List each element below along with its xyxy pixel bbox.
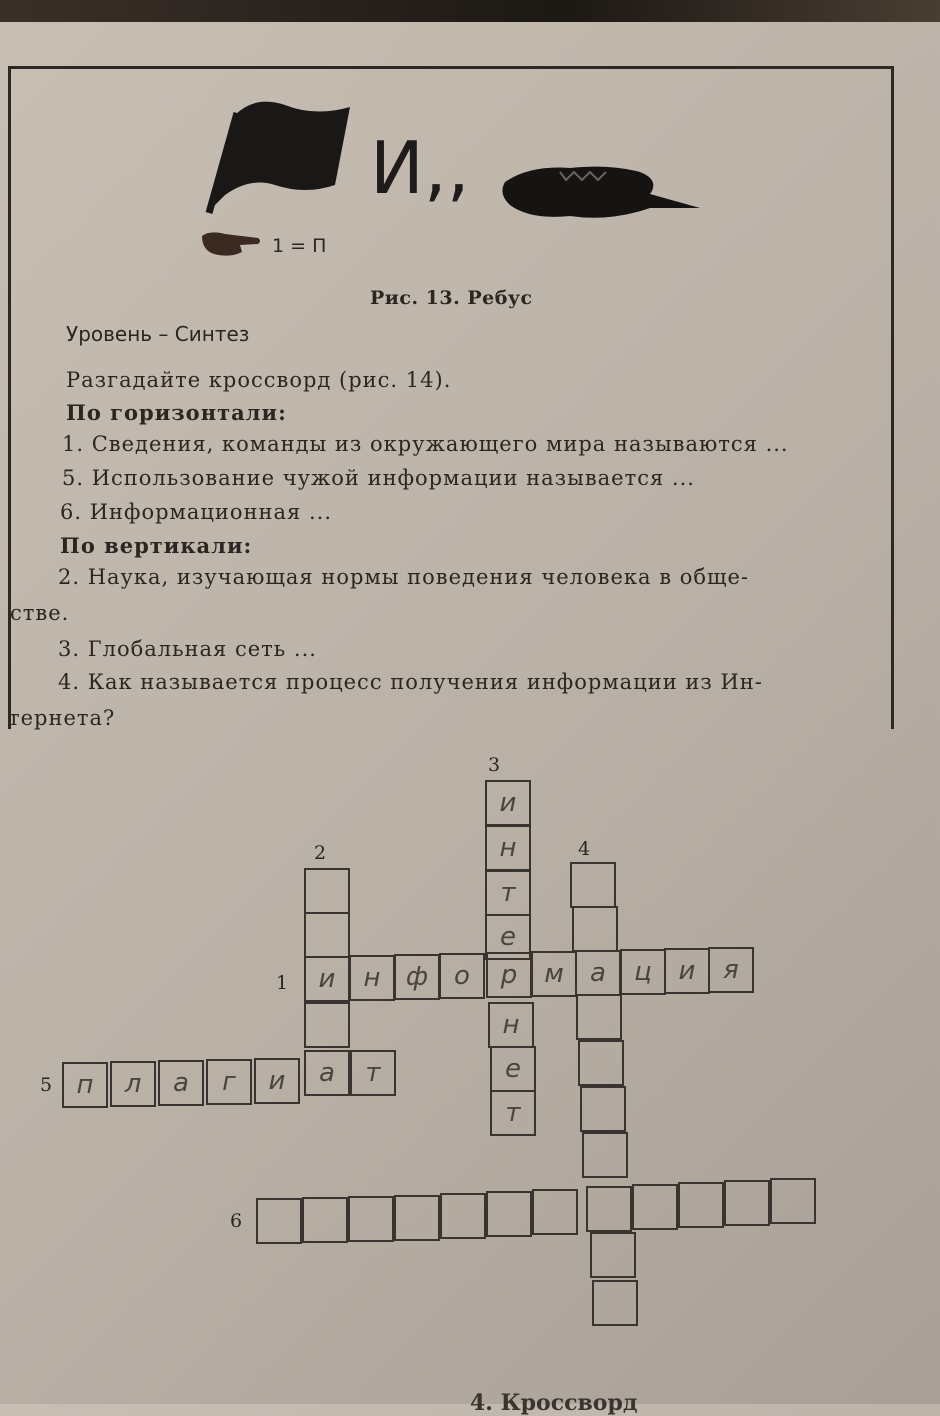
down-clue-3: 3. Глобальная сеть ... [58,637,317,661]
crossword-cell-w5-4[interactable]: г [206,1059,252,1105]
task-intro: Разгадайте кроссворд (рис. 14). [66,368,452,392]
crossword-cell-w1-5[interactable]: р [486,952,532,998]
crossword-number-3: 3 [488,754,501,776]
crossword-cell-w4-4[interactable] [576,994,622,1040]
across-heading: По горизонтали: [66,400,287,425]
crossword-cell-w5-5[interactable]: и [254,1058,300,1104]
crossword-cell-w5-1[interactable]: п [62,1062,108,1108]
across-clue-1: 1. Сведения, команды из окружающего мира называются ... [62,432,789,456]
crossword-cell-w3-8[interactable]: т [490,1090,536,1136]
flag-icon [205,95,355,215]
down-heading: По вертикали: [60,533,253,558]
crossword-cell-w2-4[interactable] [304,1002,350,1048]
crossword-cell-w5-6[interactable]: а [304,1050,350,1096]
top-dark-edge [0,0,940,22]
crossword-cell-w1-10[interactable]: я [708,947,754,993]
crossword-cell-w1-4[interactable]: о [439,953,485,999]
crossword-cell-w1-2[interactable]: н [349,955,395,1001]
crossword-cell-w6-9[interactable] [632,1184,678,1230]
crossword-number-5: 5 [40,1074,53,1096]
crossword-cell-w3-7[interactable]: е [490,1046,536,1092]
crossword-cell-w6-4[interactable] [394,1195,440,1241]
crossword-cell-w1-3[interactable]: ф [394,954,440,1000]
crossword-cell-w5-7[interactable]: т [350,1050,396,1096]
rebus-hint: 1 = П [272,235,327,257]
crossword-number-6: 6 [230,1210,243,1232]
crossword-cell-w4-7[interactable] [582,1132,628,1178]
crossword-cell-w6-5[interactable] [440,1193,486,1239]
crossword-cell-w6-10[interactable] [678,1182,724,1228]
down-clue-2-cont: стве. [10,601,70,625]
crossword-cell-w4-9[interactable] [590,1232,636,1278]
crossword-cell-w6-3[interactable] [348,1196,394,1242]
crossword-cell-w6-2[interactable] [302,1197,348,1243]
level-label: Уровень – Синтез [66,322,250,346]
crossword-cell-w1-9[interactable]: и [664,948,710,994]
crossword-cell-w4-5[interactable] [578,1040,624,1086]
pointing-hand-icon [200,228,262,258]
crossword-cell-w6-11[interactable] [724,1180,770,1226]
across-clue-5: 5. Использование чужой информации называется ... [62,466,695,490]
bottom-cut-text: 4. Кроссворд [470,1390,638,1416]
crossword-cell-w4-2[interactable] [572,906,618,952]
crossword-cell-w1-6[interactable]: м [531,951,577,997]
crossword-cell-w6-1[interactable] [256,1198,302,1244]
crossword-cell-w1-7[interactable]: а [575,950,621,996]
down-clue-4: 4. Как называется процесс получения информации из Ин- [58,670,763,694]
crossword-cell-w4-1[interactable] [570,862,616,908]
crossword-cell-w2-2[interactable] [304,912,350,958]
crossword-number-1: 1 [276,972,289,994]
down-clue-4-cont: тернета? [8,706,116,730]
crossword-number-2: 2 [314,842,327,864]
crossword-number-4: 4 [578,838,591,860]
crossword-cell-w2-1[interactable] [304,868,350,914]
crossword-cell-w1-8[interactable]: ц [620,949,666,995]
crossword-cell-w4-6[interactable] [580,1086,626,1132]
rebus-letters: И,, [370,126,470,210]
crossword-cell-w3-2[interactable]: н [485,825,531,871]
crossword-cell-w3-4[interactable]: е [485,914,531,960]
down-clue-2: 2. Наука, изучающая нормы поведения человека в обще- [58,565,750,589]
crossword-cell-w6-8[interactable] [586,1186,632,1232]
across-clue-6: 6. Информационная ... [60,500,333,524]
crossword-cell-w4-10[interactable] [592,1280,638,1326]
crossword-cell-w3-1[interactable]: и [485,780,531,826]
crossword-cell-w6-7[interactable] [532,1189,578,1235]
blotted-hedgehog-icon [500,160,705,230]
figure-caption: Рис. 13. Ребус [370,287,533,309]
crossword-cell-w6-6[interactable] [486,1191,532,1237]
crossword-cell-w3-6[interactable]: н [488,1002,534,1048]
crossword-cell-w1-1[interactable]: и [304,956,350,1002]
crossword-cell-w5-3[interactable]: а [158,1060,204,1106]
crossword-cell-w6-12[interactable] [770,1178,816,1224]
crossword-cell-w5-2[interactable]: л [110,1061,156,1107]
crossword-cell-w3-3[interactable]: т [485,870,531,916]
